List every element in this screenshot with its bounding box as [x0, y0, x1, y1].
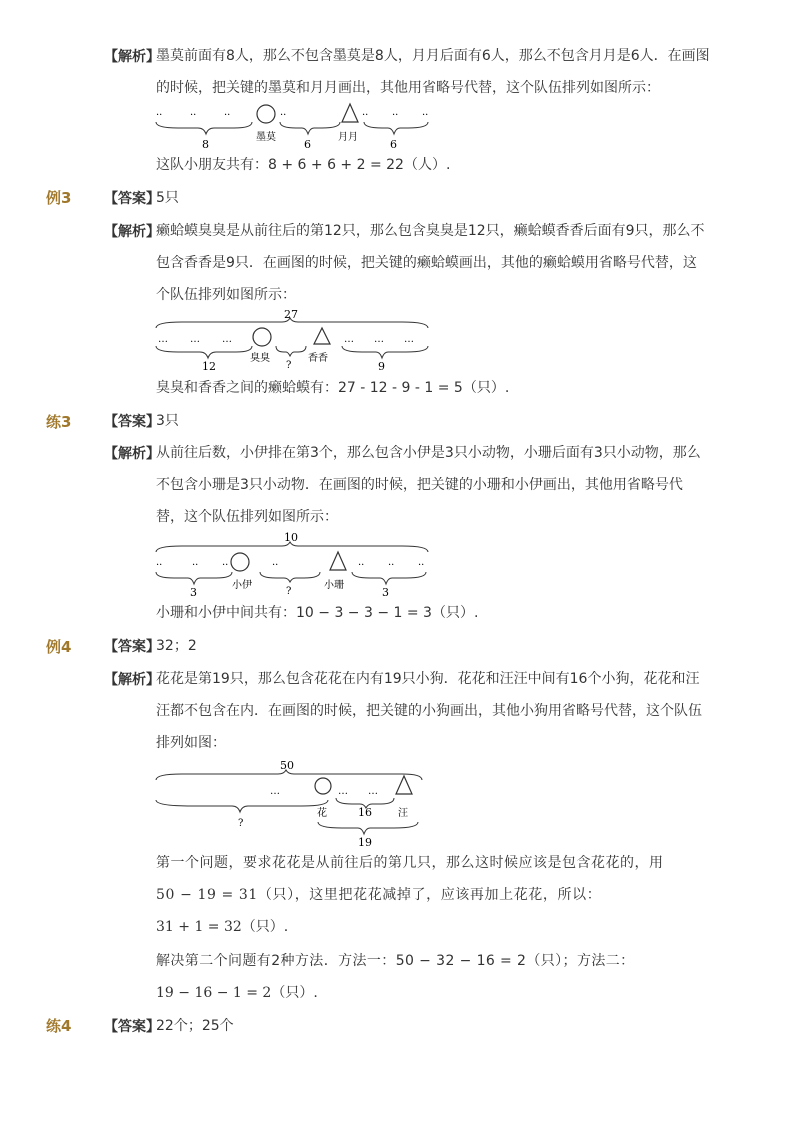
name-label: 墨莫: [256, 132, 276, 143]
dots: ··: [156, 110, 163, 121]
dots: ··: [222, 560, 229, 571]
count-label: 9: [378, 360, 385, 372]
count-label: 3: [190, 586, 197, 598]
ex4-line-4: 第一个问题，要求花花是从前往后的第几只，那么这时候应该是包含花花的，用: [156, 855, 664, 871]
pr3-line-4: 小珊和小伊中间共有：10 − 3 − 3 − 1 = 3（只）.: [156, 605, 479, 621]
dots: …: [368, 786, 378, 797]
circle-marker-icon: [231, 553, 249, 571]
dots: ··: [190, 110, 197, 121]
brace: [156, 800, 328, 812]
example-label: 例3: [46, 189, 72, 207]
dots: ··: [362, 110, 369, 121]
ex3-answer: 5只: [156, 190, 179, 206]
answer-tag: 【答案】: [104, 414, 160, 430]
name-label: 臭臭: [250, 353, 270, 364]
s1-line-3: 这队小朋友共有：8 + 6 + 6 + 2 = 22（人）.: [156, 157, 451, 173]
pr3-line-1: 从前往后数，小伊排在第3个，那么包含小伊是3只小动物，小珊后面有3只小动物，那么: [156, 445, 701, 461]
dots: ··: [388, 560, 395, 571]
total-label: 27: [284, 308, 298, 321]
ex4-line-6: 31 + 1 = 32（只）.: [156, 919, 289, 935]
unknown-label: ?: [286, 360, 292, 371]
brace: [156, 572, 232, 584]
count-label: 12: [202, 360, 216, 372]
brace: [364, 122, 428, 134]
count-label: 16: [358, 806, 372, 819]
pr3-queue-diagram: [152, 528, 442, 598]
s1-line-1: 墨莫前面有8人，那么不包含墨莫是8人，月月后面有6人，那么不包含月月是6人．在画图: [156, 48, 710, 64]
s1-line-2: 的时候，把关键的墨莫和月月画出，其他用省略号代替，这个队伍排列如图所示：: [156, 80, 660, 96]
triangle-marker-icon: [330, 552, 346, 570]
dots: …: [404, 334, 414, 345]
pr3-answer: 3只: [156, 413, 179, 429]
circle-marker-icon: [315, 778, 331, 794]
count-label: 3: [382, 586, 389, 598]
answer-tag: 【答案】: [104, 1019, 160, 1035]
brace: [280, 122, 340, 134]
dots: ··: [224, 110, 231, 121]
count-label: 19: [358, 836, 372, 848]
name-label: 香香: [308, 353, 328, 364]
count-label: 6: [304, 138, 311, 151]
brace: [156, 346, 252, 358]
ex4-line-5: 50 − 19 = 31（只），这里把花花减掉了，应该再加上花花，所以：: [156, 887, 602, 903]
ex4-line-7: 解决第二个问题有2种方法．方法一：50 − 32 − 16 = 2（只）；方法二：: [156, 953, 635, 969]
name-label: 汪: [398, 808, 408, 819]
dots: ··: [422, 110, 429, 121]
total-label: 10: [284, 531, 298, 544]
triangle-marker-icon: [342, 104, 358, 122]
triangle-marker-icon: [314, 328, 330, 344]
dots: ··: [192, 560, 199, 571]
analysis-tag: 【解析】: [104, 49, 160, 65]
answer-tag: 【答案】: [104, 639, 160, 655]
example-label: 例4: [46, 638, 72, 656]
dots: ··: [418, 560, 425, 571]
count-label: 8: [202, 138, 209, 151]
pr4-answer: 22个；25个: [156, 1018, 234, 1034]
triangle-marker-icon: [396, 776, 412, 794]
ex4-queue-diagram: [152, 756, 442, 848]
ex4-answer: 32；2: [156, 638, 197, 654]
analysis-tag: 【解析】: [104, 224, 160, 240]
count-label: 6: [390, 138, 397, 151]
ex3-line-4: 臭臭和香香之间的癞蛤蟆有：27 - 12 - 9 - 1 = 5（只）.: [156, 380, 510, 396]
ex3-line-1: 癞蛤蟆臭臭是从前往后的第12只，那么包含臭臭是12只，癞蛤蟆香香后面有9只，那么不: [156, 223, 705, 239]
dots: ··: [280, 110, 287, 121]
dots: ··: [272, 560, 279, 571]
brace: [352, 572, 426, 584]
unknown-label: ?: [238, 818, 244, 829]
dots: ··: [156, 560, 163, 571]
practice-label: 练3: [46, 413, 72, 431]
ex4-line-2: 汪都不包含在内．在画图的时候，把关键的小狗画出，其他小狗用省略号代替，这个队伍: [156, 703, 702, 719]
brace: [276, 346, 306, 356]
circle-marker-icon: [257, 105, 275, 123]
analysis-tag: 【解析】: [104, 672, 160, 688]
ex3-queue-diagram: [152, 306, 442, 372]
dots: …: [338, 786, 348, 797]
ex3-line-2: 包含香香是9只．在画图的时候，把关键的癞蛤蟆画出，其他的癞蛤蟆用省略号代替，这: [156, 255, 697, 271]
practice-label: 练4: [46, 1017, 72, 1035]
ex3-line-3: 个队伍排列如图所示：: [156, 287, 296, 303]
unknown-label: ?: [286, 586, 292, 597]
pr3-line-3: 替，这个队伍排列如图所示：: [156, 509, 338, 525]
ex4-line-1: 花花是第19只，那么包含花花在内有19只小狗．花花和汪汪中间有16个小狗，花花和汪: [156, 671, 700, 687]
name-label: 花: [317, 808, 327, 819]
dots: …: [222, 334, 232, 345]
dots: …: [158, 334, 168, 345]
brace: [318, 822, 418, 834]
circle-marker-icon: [253, 328, 271, 346]
ex4-line-3: 排列如图：: [156, 735, 226, 751]
analysis-tag: 【解析】: [104, 446, 160, 462]
name-label: 小伊: [232, 580, 252, 591]
brace: [260, 572, 320, 582]
brace: [342, 346, 428, 358]
dots: ··: [358, 560, 365, 571]
dots: ··: [392, 110, 399, 121]
total-label: 50: [280, 759, 294, 772]
name-label: 月月: [338, 132, 358, 143]
dots: …: [270, 786, 280, 797]
dots: …: [190, 334, 200, 345]
ex4-line-8: 19 − 16 − 1 = 2（只）.: [156, 985, 318, 1001]
name-label: 小珊: [324, 580, 344, 591]
dots: …: [344, 334, 354, 345]
pr3-line-2: 不包含小珊是3只小动物．在画图的时候，把关键的小珊和小伊画出，其他用省略号代: [156, 477, 683, 493]
dots: …: [374, 334, 384, 345]
brace: [156, 122, 252, 134]
s1-queue-diagram: [152, 100, 442, 156]
answer-tag: 【答案】: [104, 191, 160, 207]
